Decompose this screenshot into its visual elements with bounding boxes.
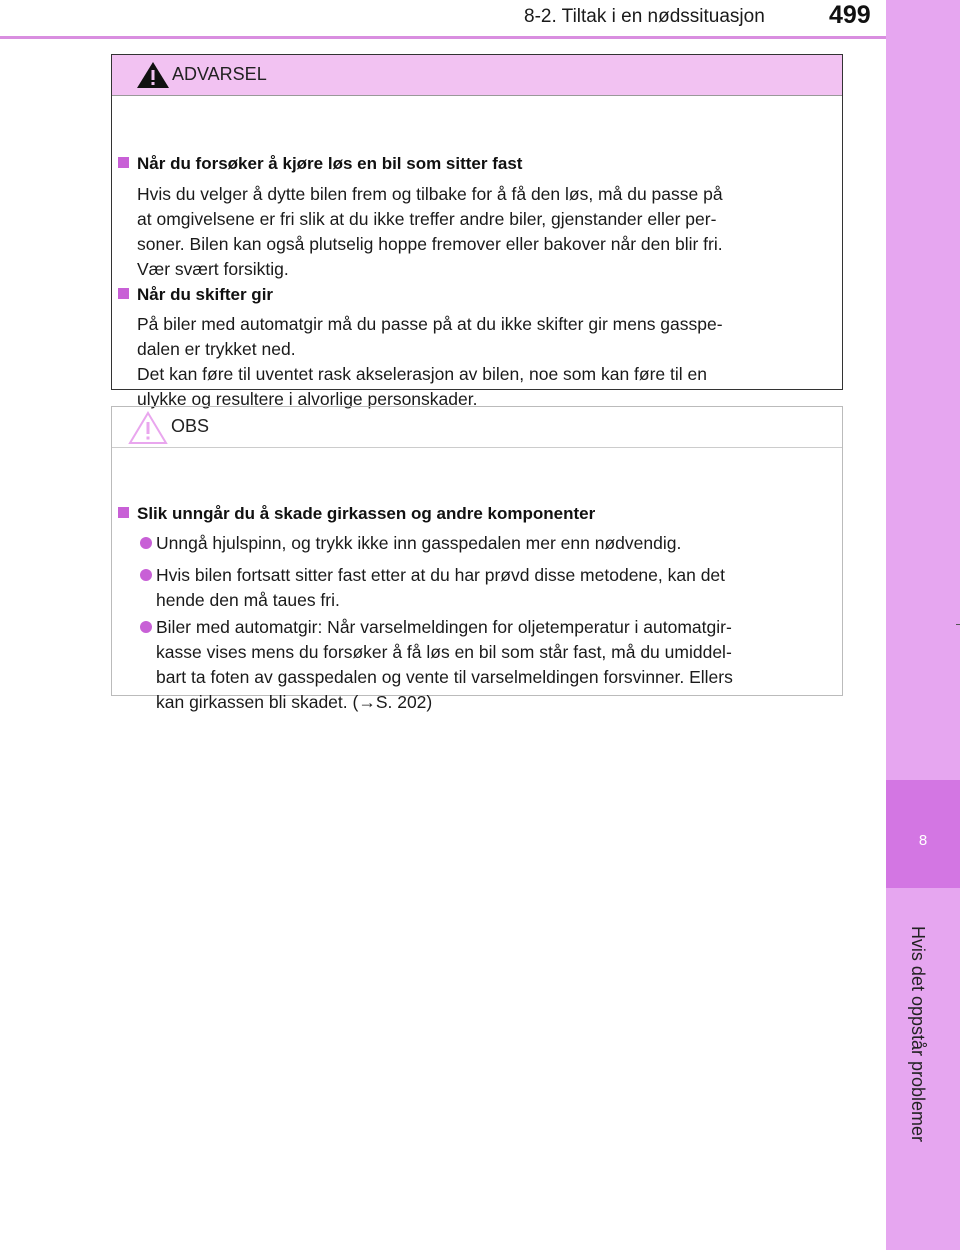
dot-bullet-icon bbox=[140, 569, 152, 581]
warning-title: ADVARSEL bbox=[172, 64, 267, 84]
warning-item-text: På biler med automatgir må du passe på at du ikke skifter gir mens gasspe- dalen er trykket ned. Det kan føre til uventet rask akselerasjon av bilen, noe som kan føre til en ulykke og resultere i alvorlige personskader. bbox=[137, 314, 723, 409]
square-bullet-icon bbox=[118, 288, 129, 299]
warning-header bbox=[112, 55, 842, 96]
dot-bullet-icon bbox=[140, 621, 152, 633]
chapter-title: Hvis det oppstår problemer bbox=[908, 925, 928, 1143]
warning-triangle-icon bbox=[136, 61, 170, 89]
chapter-number: 8 bbox=[918, 832, 928, 849]
dot-bullet-icon bbox=[140, 537, 152, 549]
notice-title: OBS bbox=[171, 416, 210, 436]
warning-item-title: Når du skifter gir bbox=[118, 285, 273, 305]
notice-bullet: Hvis bilen fortsatt sitter fast etter at du har prøvd disse metodene, kan det hende den må taues fri. bbox=[140, 563, 835, 613]
notice-triangle-icon bbox=[128, 411, 168, 445]
header-rule bbox=[0, 36, 886, 39]
notice-bullet: Biler med automatgir: Når varselmeldingen for oljetemperatur i automatgir- kasse vises mens du forsøker å få løs en bil som står fast, må du umiddel- bart ta foten av gasspedalen og vente til varselmeldingen forsvinner. Ellers kan girkassen bli skadet. (→S. 202) bbox=[140, 615, 835, 715]
square-bullet-icon bbox=[118, 507, 129, 518]
header-section-title: 8-2. Tiltak i en nødssituasjon bbox=[524, 6, 765, 27]
notice-bullet: Unngå hjulspinn, og trykk ikke inn gasspedalen mer enn nødvendig. bbox=[140, 531, 835, 556]
side-tick-mark bbox=[956, 624, 960, 625]
warning-box bbox=[111, 54, 843, 409]
square-bullet-icon bbox=[118, 157, 129, 168]
notice-box bbox=[111, 406, 843, 712]
page-number: 499 bbox=[829, 1, 871, 29]
notice-header bbox=[112, 407, 842, 448]
warning-item-title: Når du forsøker å kjøre løs en bil som sitter fast bbox=[118, 154, 522, 174]
notice-item-title: Slik unngår du å skade girkassen og andre komponenter bbox=[118, 504, 595, 524]
warning-item-text: Hvis du velger å dytte bilen frem og tilbake for å få den løs, må du passe på at omgivelsene er fri slik at du ikke treffer andre biler, gjenstander eller per- soner. Bilen kan også plutselig hoppe fremover eller bakover når den blir fri. Vær svært forsiktig. bbox=[137, 184, 723, 279]
